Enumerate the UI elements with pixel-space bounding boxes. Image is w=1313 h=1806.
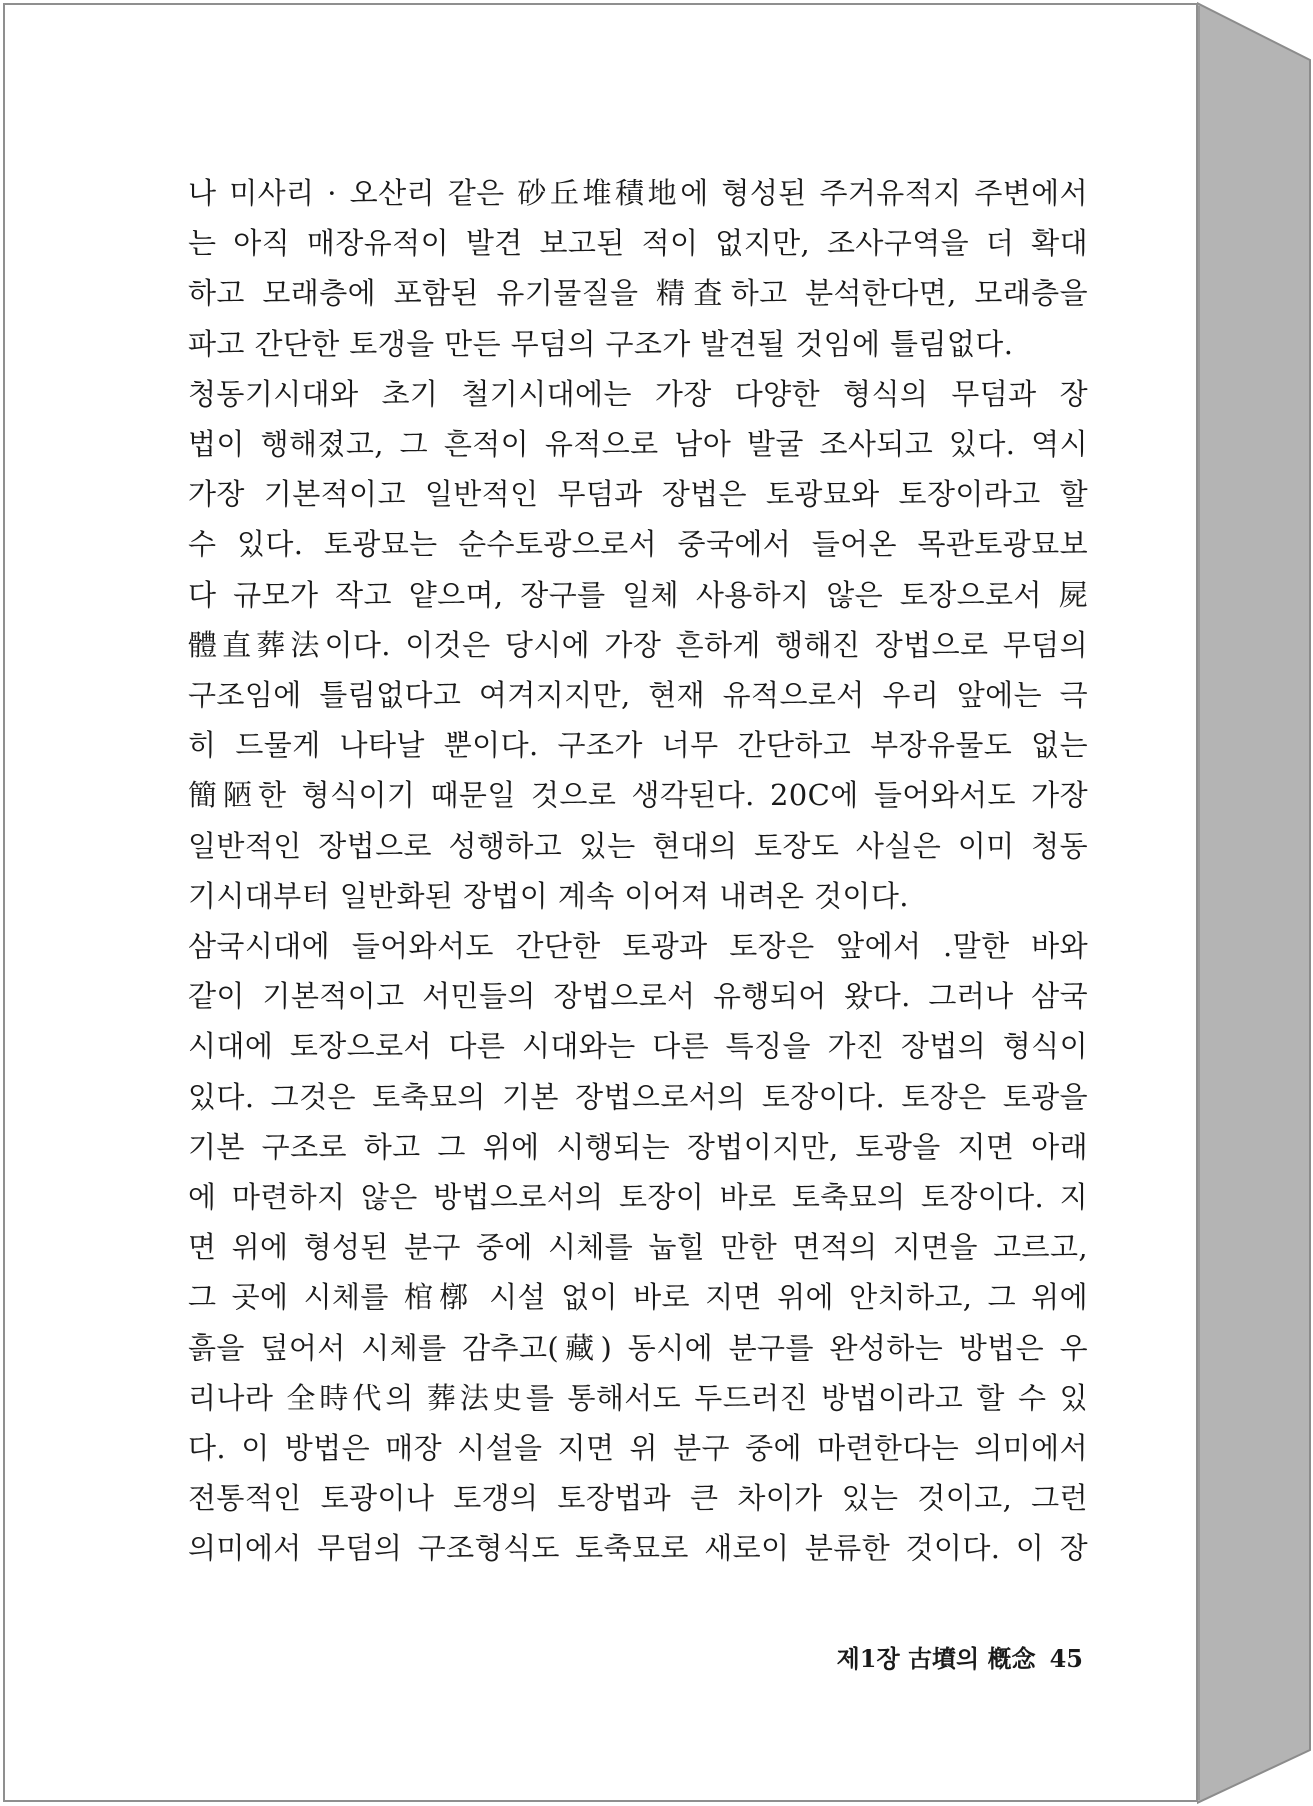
text-line: 같이 기본적이고 서민들의 장법으로서 유행되어 왔다. 그러나 삼국 bbox=[188, 979, 1088, 1014]
text-line: 그 곳에 시체를 棺槨 시설 없이 바로 지면 위에 안치하고, 그 위에 bbox=[188, 1280, 1088, 1315]
text-line: 시대에 토장으로서 다른 시대와는 다른 특징을 가진 장법의 형식이 bbox=[188, 1029, 1088, 1064]
text-line: 흙을 덮어서 시체를 감추고(藏) 동시에 분구를 완성하는 방법은 우 bbox=[188, 1330, 1088, 1365]
text-line: 가장 기본적이고 일반적인 무덤과 장법은 토광묘와 토장이라고 할 bbox=[188, 477, 1088, 512]
text-line: 다 규모가 작고 얕으며, 장구를 일체 사용하지 않은 토장으로서 屍 bbox=[188, 577, 1088, 612]
text-line: 하고 모래층에 포함된 유기물질을 精査하고 분석한다면, 모래층을 bbox=[188, 276, 1088, 311]
text-line: 기시대부터 일반화된 장법이 계속 이어져 내려온 것이다. bbox=[188, 878, 909, 913]
chapter-title: 제1장 古墳의 槪念 bbox=[836, 1644, 1036, 1673]
text-line: 리나라 全時代의 葬法史를 통해서도 두드러진 방법이라고 할 수 있 bbox=[188, 1380, 1088, 1415]
page-footer bbox=[833, 1639, 1083, 1674]
text-line: 에 마련하지 않은 방법으로서의 토장이 바로 토축묘의 토장이다. 지 bbox=[188, 1180, 1088, 1215]
text-line: 면 위에 형성된 분구 중에 시체를 눕힐 만한 면적의 지면을 고르고, bbox=[188, 1230, 1088, 1265]
text-line: 수 있다. 토광묘는 순수토광으로서 중국에서 들어온 목관토광묘보 bbox=[188, 527, 1088, 562]
document-page bbox=[3, 3, 1198, 1802]
text-line: 기본 구조로 하고 그 위에 시행되는 장법이지만, 토광을 지면 아래 bbox=[188, 1129, 1088, 1164]
text-line: 의미에서 무덤의 구조형식도 토축묘로 새로이 분류한 것이다. 이 장 bbox=[188, 1531, 1088, 1566]
text-line: 삼국시대에 들어와서도 간단한 토광과 토장은 앞에서 .말한 바와 bbox=[188, 929, 1088, 964]
text-line: 법이 행해졌고, 그 흔적이 유적으로 남아 발굴 조사되고 있다. 역시 bbox=[188, 427, 1088, 462]
text-line: 簡陋한 형식이기 때문일 것으로 생각된다. 20C에 들어와서도 가장 bbox=[188, 778, 1088, 813]
text-line: 일반적인 장법으로 성행하고 있는 현대의 토장도 사실은 이미 청동 bbox=[188, 828, 1088, 863]
page-number: 45 bbox=[1049, 1644, 1083, 1673]
text-line: 體直葬法이다. 이것은 당시에 가장 흔하게 행해진 장법으로 무덤의 bbox=[188, 627, 1088, 662]
text-line: 있다. 그것은 토축묘의 기본 장법으로서의 토장이다. 토장은 토광을 bbox=[188, 1079, 1088, 1114]
text-line: 청동기시대와 초기 철기시대에는 가장 다양한 형식의 무덤과 장 bbox=[188, 376, 1088, 411]
text-line: 파고 간단한 토갱을 만든 무덤의 구조가 발견될 것임에 틀림없다. bbox=[188, 326, 1014, 361]
book-side-edge bbox=[1197, 0, 1313, 1806]
text-line: 다. 이 방법은 매장 시설을 지면 위 분구 중에 마련한다는 의미에서 bbox=[188, 1431, 1088, 1466]
text-line: 구조임에 틀림없다고 여겨지지만, 현재 유적으로서 우리 앞에는 극 bbox=[188, 678, 1088, 713]
book-edge-graphic bbox=[1197, 0, 1313, 1806]
text-line: 히 드물게 나타날 뿐이다. 구조가 너무 간단하고 부장유물도 없는 bbox=[188, 728, 1088, 763]
text-line: 나 미사리 · 오산리 같은 砂丘堆積地에 형성된 주거유적지 주변에서 bbox=[188, 176, 1088, 210]
body-text bbox=[188, 168, 1088, 1574]
text-line: 는 아직 매장유적이 발견 보고된 적이 없지만, 조사구역을 더 확대 bbox=[188, 226, 1088, 261]
text-line: 전통적인 토광이나 토갱의 토장법과 큰 차이가 있는 것이고, 그런 bbox=[188, 1481, 1088, 1516]
